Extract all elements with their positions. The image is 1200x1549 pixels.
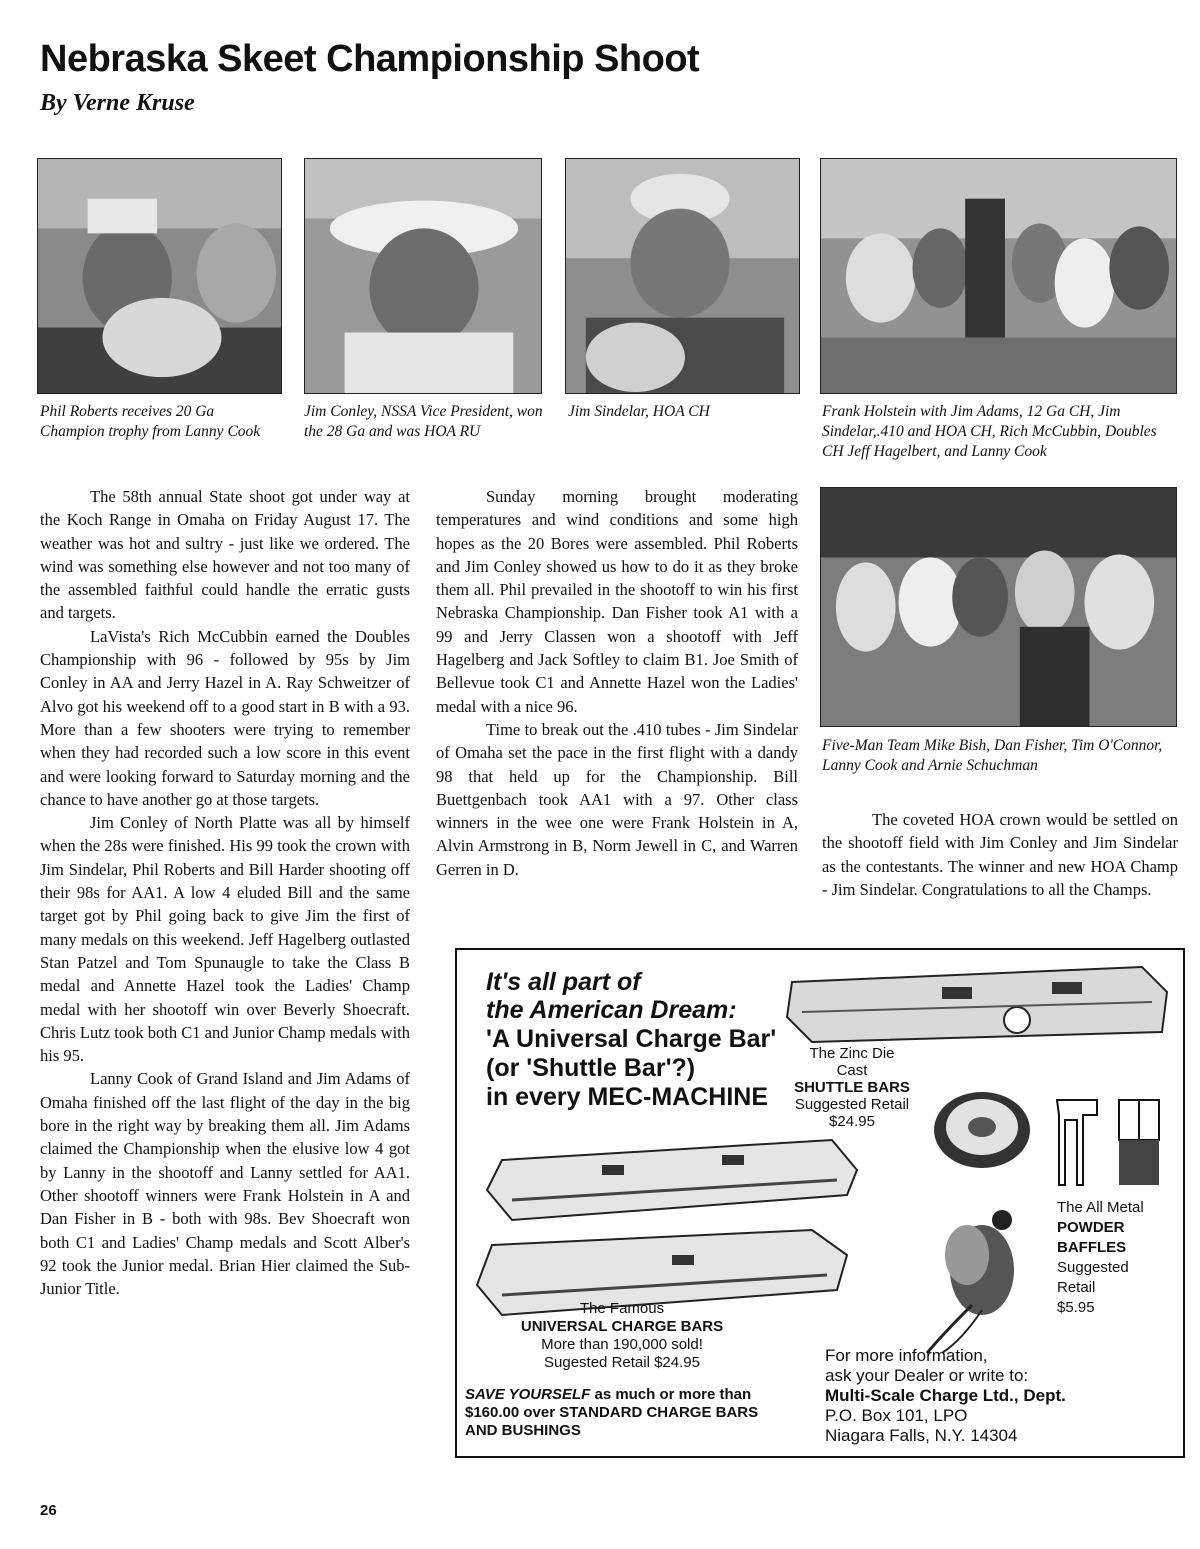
ad-subhead-line1: 'A Universal Charge Bar' <box>486 1025 777 1053</box>
page-number: 26 <box>40 1502 57 1519</box>
baffle-disc-illustration <box>927 1085 1037 1175</box>
famous-label-line: UNIVERSAL CHARGE BARS <box>520 1318 724 1335</box>
powder-baffles-label <box>1057 1198 1167 1318</box>
baffle-label-line: POWDER <box>1057 1219 1125 1236</box>
shuttle-label-line: SHUTTLE BARS <box>794 1079 910 1096</box>
contact-info <box>825 1346 1175 1446</box>
advertisement-box <box>455 948 1185 1458</box>
article-paragraph: Jim Conley of North Platte was all by himself when the 28s were finished. His 99 took the crown with Jim Sindelar, Phil Roberts and Bill Harder shooting off their 98s for AA1. A low 4 eluded Bill and the same target got by Phil going back to give Jim the first of many medals on this weekend. Jeff Hagelberg outlasted Stan Patzel and Tom Spunaugle to take the Class B medal and Annette Hazel took the Ladies' Champ medal with her shootoff win over Beverly Shoecraft. Chris Lutz took both C1 and Junior Champ medals with his 95. <box>40 813 410 1066</box>
shuttle-bar-illustration <box>782 962 1172 1047</box>
contact-line: ask your Dealer or write to: <box>825 1366 1029 1385</box>
contact-line: For more information, <box>825 1346 988 1365</box>
article-paragraph: LaVista's Rich McCubbin earned the Doubles Championship with 96 - followed by 95s by Jim Conley in AA and Jerry Hazel in A. Ray Schweitzer of Alvo got his weekend off to a good start in B with a 93. More than a few shooters were trying to remember when they had recorded such a low score in this event and were looking forward to Saturday morning and the chance to have another go at those targets. <box>40 626 410 809</box>
ad-subhead-line2: (or 'Shuttle Bar'?) <box>486 1054 696 1082</box>
savings-line: $160.00 over STANDARD CHARGE BARS <box>465 1404 759 1421</box>
shuttle-price: $24.95 <box>829 1113 875 1130</box>
famous-label-line: Sugested Retail $24.95 <box>544 1354 700 1371</box>
ad-headline-line1: It's all part of <box>486 968 641 996</box>
company-name: Multi-Scale Charge Ltd., Dept. <box>825 1386 1066 1405</box>
article-title: Nebraska Skeet Championship Shoot <box>40 38 700 80</box>
baffle-price: $5.95 <box>1057 1299 1095 1316</box>
famous-label-line: More than 190,000 sold! <box>541 1336 703 1353</box>
shuttle-label-line: Cast <box>836 1062 868 1079</box>
baffle-label-line: Retail <box>1057 1279 1096 1296</box>
contact-city: Niagara Falls, N.Y. 14304 <box>825 1426 1018 1445</box>
photo-phil-roberts <box>37 158 282 394</box>
baffle-label-line: BAFFLES <box>1057 1239 1127 1256</box>
article-column-2 <box>436 485 798 881</box>
article-paragraph: The 58th annual State shoot got under way at the Koch Range in Omaha on Friday August 17. The weather was hot and sultry - just like we ordered. The wind was something else however and not too many of the assembled faithful could handle the erratic gusts and targets. <box>40 487 410 623</box>
photo1-caption: Phil Roberts receives 20 Ga Champion trophy from Lanny Cook <box>40 403 261 440</box>
baffle-label-line: The All Metal <box>1057 1199 1144 1216</box>
ad-subhead-line3: in every MEC-MACHINE <box>486 1083 768 1111</box>
photo-five-man-team <box>820 487 1177 727</box>
photo4-caption: Frank Holstein with Jim Adams, 12 Ga CH, Jim Sindelar,.410 and HOA CH, Rich McCubbin, Doubles CH Jeff Hagelbert, and Lanny Cook <box>822 403 1157 460</box>
photo3-caption: Jim Sindelar, HOA CH <box>568 403 710 420</box>
savings-emphasis: SAVE YOURSELF <box>465 1386 591 1403</box>
article-paragraph: Sunday morning brought moderating temperatures and wind conditions and some high hopes as the 20 Bores were assembled. Phil Roberts and Jim Conley showed us how to do it as they broke them all. Phil prevailed in the shootoff to win his first Nebraska Championship. Dan Fisher took A1 with a 99 and Jerry Classen won a shootoff with Jeff Hagelberg and Jack Softley to claim B1. Joe Smith of Bellevue took C1 and Annette Hazel won the Ladies' medal with a nice 96. <box>436 487 798 716</box>
photo2-caption: Jim Conley, NSSA Vice President, won the 28 Ga and was HOA RU <box>304 403 543 440</box>
savings-text: as much or more than <box>590 1386 752 1403</box>
savings-statement <box>465 1386 835 1440</box>
ad-headline-line2: the American Dream: <box>486 996 737 1024</box>
baffle-label-line: Suggested <box>1057 1259 1129 1276</box>
universal-charge-bars-label <box>472 1300 772 1372</box>
article-paragraph: Lanny Cook of Grand Island and Jim Adams of Omaha finished off the last flight of the day in the big bore in the right way by breaking them all. Jim Adams claimed the Championship when the elusive low 4 got by Lanny in the shootoff and Lanny settled for AA1. Other shootoff winners were Frank Holstein in A and Dan Fisher in B - both with 98s. Bev Shoecraft won both C1 and Ladies' Champ medals and Scott Alber's 92 took the Junior medal. Brian Hier claimed the Sub-Junior Title. <box>40 1069 410 1299</box>
photo-jim-sindelar <box>565 158 800 394</box>
powder-baffle-illustration <box>1049 1090 1179 1190</box>
article-column-3 <box>822 808 1178 901</box>
famous-label-line: The Famous <box>579 1300 665 1317</box>
article-column-1 <box>40 485 410 1300</box>
shuttle-label-line: Suggested Retail <box>794 1096 910 1113</box>
article-paragraph: Time to break out the .410 tubes - Jim Sindelar of Omaha set the pace in the first flight with a dandy 98 that held up for the Championship. Bill Buettgenbach took AA1 with a 97. Other class winners in the wee one were Frank Holstein in A, Alvin Armstrong in B, Norm Jewell in C, and Warren Gerren in D. <box>436 719 798 879</box>
pheasant-illustration <box>922 1185 1052 1355</box>
contact-address: P.O. Box 101, LPO <box>825 1406 968 1425</box>
photo5-caption: Five-Man Team Mike Bish, Dan Fisher, Tim O'Connor, Lanny Cook and Arnie Schuchman <box>822 737 1163 774</box>
savings-line: AND BUSHINGS <box>465 1422 581 1439</box>
photo-group-winners <box>820 158 1177 394</box>
photo-jim-conley <box>304 158 542 394</box>
shuttle-label-line: The Zinc Die <box>809 1045 895 1062</box>
article-paragraph: The coveted HOA crown would be settled on the shootoff field with Jim Conley and Jim Sindelar as the contestants. The winner and new HOA Champ - Jim Sindelar. Congratulations to all the Champs. <box>822 810 1178 899</box>
shuttle-bars-label <box>782 1045 922 1130</box>
article-byline: By Verne Kruse <box>40 90 195 116</box>
